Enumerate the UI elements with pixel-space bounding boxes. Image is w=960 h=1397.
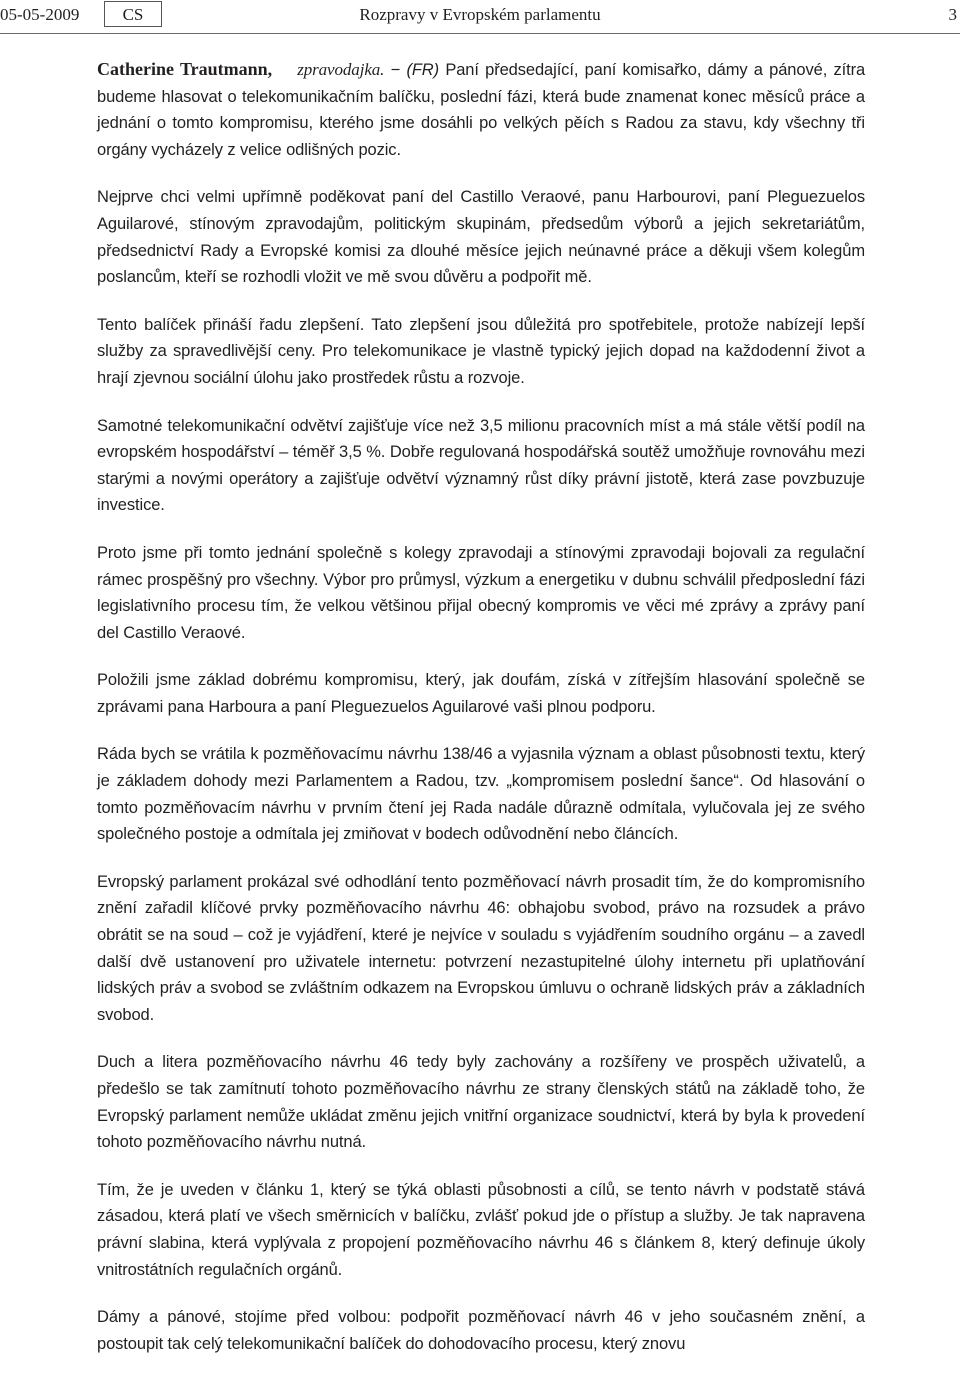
intro-text: Paní předsedající, paní komisařko, dámy a pánové, zítra budeme hlasovat o telekomunikačním balíčku, poslední fázi, která bude znamenat konec měsíců práce a jednání o tomto kompromisu, kterého jsme dosáhli po velkých pěích s Radou za stavu, kdy všechny tři orgány vycházely z velice odlišných pozic. bbox=[97, 61, 866, 159]
paragraph: Nejprve chci velmi upřímně poděkovat paní del Castillo Veraové, panu Harbourovi, paní Pleguezuelos Aguilarové, stínovým zpravodajům, politickým skupinám, předsedům výborů a jejich sekretariátům, předsednictví Rady a Evropské komisi za dlouhé měsíce jejich neúnavné práce a děkuji všem kolegům poslancům, kteří se rozhodli vložit ve mě svou důvěru a podpořit mě. bbox=[97, 188, 865, 287]
speaker-role: zpravodajka. bbox=[297, 60, 385, 79]
paragraph: Tím, že je uveden v článku 1, který se týká oblasti působnosti a cílů, se tento návrh v podstatě stává zásadou, která platí ve všech směrnicích v balíčku, zvlášť pokud jde o přístup a služby. Je tak napravena právní slabina, která vyplývala z propojení pozměňovacího návrhu 46 s článkem 8, který definuje úkoly vnitrostátních regulačních orgánů. bbox=[97, 1180, 865, 1279]
header-divider bbox=[0, 33, 960, 34]
speaker-name: Catherine Trautmann, bbox=[97, 59, 273, 79]
speech-intro-paragraph bbox=[97, 56, 865, 163]
language-tag: (FR) bbox=[406, 61, 440, 79]
speech-dash: − bbox=[390, 61, 401, 79]
page-header bbox=[0, 0, 960, 34]
language-code-box: CS bbox=[104, 1, 162, 27]
paragraph: Samotné telekomunikační odvětví zajišťuje více než 3,5 milionu pracovních míst a má stále větší podíl na evropském hospodářství – téměř 3,5 %. Dobře regulovaná hospodářská soutěž umožňuje rovnováhu mezi starými a novými operátory a zajišťuje odvětví významný růst díky právní jistotě, která zase povzbuzuje investice. bbox=[97, 416, 865, 515]
paragraph: Dámy a pánové, stojíme před volbou: podpořit pozměňovací návrh 46 v jeho současném znění, a postoupit tak celý telekomunikační balíček do dohodovacího procesu, který znovu bbox=[97, 1308, 865, 1353]
paragraph: Proto jsme při tomto jednání společně s kolegy zpravodaji a stínovými zpravodaji bojovali za regulační rámec prospěšný pro všechny. Výbor pro průmysl, výzkum a energetiku v dubnu schválil předposlední fázi legislativního procesu tím, že velkou většinou přijal obecný kompromis ve věci mé zprávy a zprávy paní del Castillo Veraové. bbox=[97, 543, 865, 642]
paragraph: Evropský parlament prokázal své odhodlání tento pozměňovací návrh prosadit tím, že do kompromisního znění zařadil klíčové prvky pozměňovacího návrhu 46: obhajobu svobod, právo na rozsudek a právo obrátit se na soud – což je vyjádření, které je nejvíce v souladu s vyjádřením soudního orgánu – a zavedl další dvě ustanovení pro uživatele internetu: potvrzení nezastupitelné úlohy internetu při uplatňování lidských práv a svobod se zvláštním odkazem na Evropskou úmluvu o ochraně lidských práv a základních svobod. bbox=[97, 872, 865, 1024]
publication-title: Rozpravy v Evropském parlamentu bbox=[359, 5, 601, 24]
document-body bbox=[97, 56, 865, 1378]
document-date: 05-05-2009 bbox=[0, 5, 80, 24]
paragraph: Tento balíček přináší řadu zlepšení. Tato zlepšení jsou důležitá pro spotřebitele, protože nabízejí lepší služby za spravedlivější ceny. Pro telekomunikace je vlastně typický jejich dopad na každodenní život a hrají zjevnou sociální úlohu jako prostředek růstu a rozvoje. bbox=[97, 315, 865, 387]
paragraph: Ráda bych se vrátila k pozměňovacímu návrhu 138/46 a vyjasnila význam a oblast působnosti textu, který je základem dohody mezi Parlamentem a Radou, tzv. „kompromisem poslední šance“. Od hlasování o tomto pozměňovacím návrhu v prvním čtení jej Rada nadále důrazně odmítala, vylučovala jej ze svého společného postoje a odmítala jej zmiňovat v bodech odůvodnění nebo článcích. bbox=[97, 745, 865, 844]
paragraph: Duch a litera pozměňovacího návrhu 46 tedy byly zachovány a rozšířeny ve prospěch uživatelů, a předešlo se tak zamítnutí tohoto pozměňovacího návrhu ze strany členských států na základě toho, že Evropský parlament nemůže ukládat změnu jejich vnitřní organizace soudnictví, která by byla k provedení tohoto pozměňovacího návrhu nutná. bbox=[97, 1053, 865, 1152]
paragraph: Položili jsme základ dobrému kompromisu, který, jak doufám, získá v zítřejším hlasování společně se zprávami pana Harboura a paní Pleguezuelos Aguilarové vaši plnou podporu. bbox=[97, 671, 865, 716]
page-number: 3 bbox=[948, 5, 957, 24]
